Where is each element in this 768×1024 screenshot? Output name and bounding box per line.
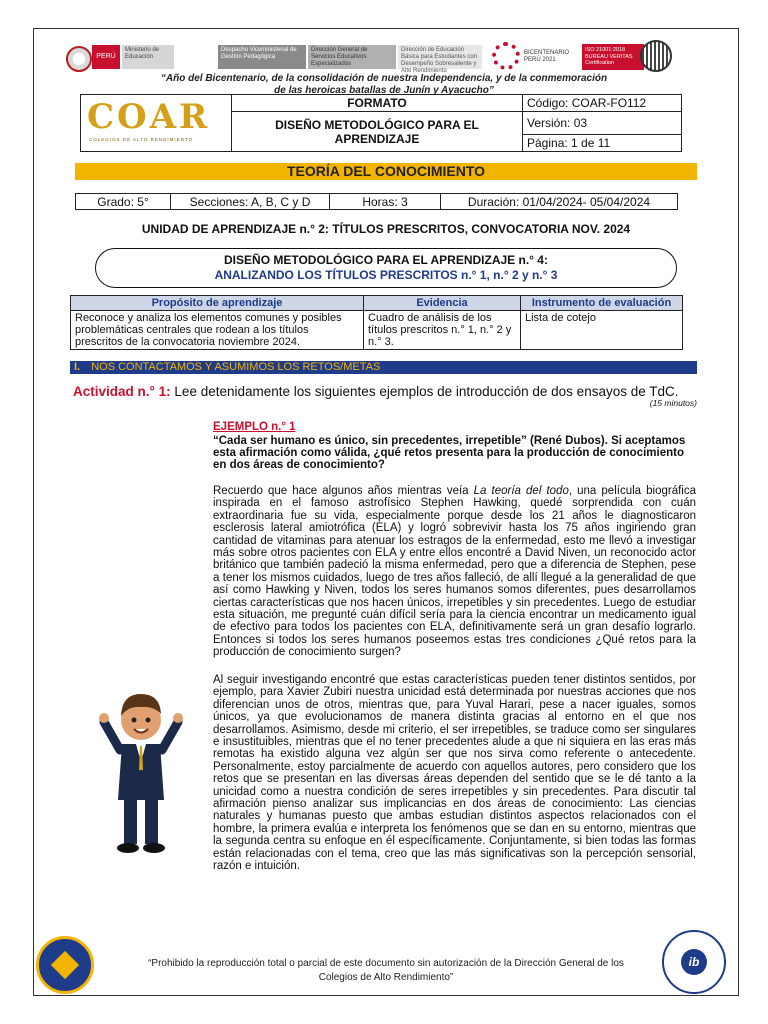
course-title: TEORÍA DEL CONOCIMIENTO xyxy=(75,163,697,180)
activity-text: Lee detenidamente los siguientes ejemplos de introducción de dos ensayos de TdC. xyxy=(170,384,679,399)
peru-label: PERÚ xyxy=(92,45,120,69)
example-quote: “Cada ser humano es único, sin precedentes, irrepetible” (René Dubos). Si aceptamos esta afirmación como válida, ¿qué retos presenta para la producción de conocimiento en dos áreas de conocimiento? xyxy=(213,435,686,471)
example-title: EJEMPLO n.° 1 xyxy=(213,421,296,433)
vice-ministry-label: Despacho Viceministerial de Gestión Pedagógica xyxy=(218,45,306,69)
activity-instruction xyxy=(73,384,697,399)
footer-line-2: Colegios de Alto Rendimiento” xyxy=(318,972,454,983)
activity-time: (15 minutos) xyxy=(649,398,697,408)
paragraph-1-start: Recuerdo que hace algunos años mientras veía xyxy=(213,485,474,497)
hours-cell: Horas: 3 xyxy=(330,194,441,210)
design-box xyxy=(95,248,677,288)
grade-info-table xyxy=(75,193,678,210)
bicentenary-label: BICENTENARIO PERÚ 2021 xyxy=(524,50,570,63)
purpose-table xyxy=(70,295,683,350)
design-label: DISEÑO METODOLÓGICO PARA EL APRENDIZAJE xyxy=(232,112,523,152)
coar-logo-subtitle: COLEGIOS DE ALTO RENDIMIENTO xyxy=(89,137,194,142)
coar-logo xyxy=(81,95,232,152)
grade-cell: Grado: 5° xyxy=(76,194,171,210)
ib-world-school-seal-icon xyxy=(662,930,726,994)
header-logo-strip xyxy=(60,42,700,72)
certification-seal-icon xyxy=(640,40,672,72)
section-number: I. xyxy=(74,361,81,373)
direction-education-label: Dirección de Educación Básica para Estudiantes con Desempeño Sobresaliente y Alto Rendimiento xyxy=(398,45,482,69)
page-number-label: Página: 1 de 11 xyxy=(523,135,682,152)
section-band xyxy=(70,361,697,374)
sections-cell: Secciones: A, B, C y D xyxy=(171,194,330,210)
coar-seal-icon xyxy=(36,936,94,994)
instrument-header: Instrumento de evaluación xyxy=(521,296,683,311)
section-title: NOS CONTACTAMOS Y ASUMIMOS LOS RETOS/METAS xyxy=(91,361,381,373)
motto-line-2: de las heroicas batallas de Junín y Ayacucho” xyxy=(274,85,494,96)
cartoon-student-illustration xyxy=(98,680,184,860)
unit-title: UNIDAD DE APRENDIZAJE n.° 2: TÍTULOS PRESCRITOS, CONVOCATORIA NOV. 2024 xyxy=(141,222,631,236)
bicentenary-logo-icon xyxy=(492,42,520,70)
peru-coat-of-arms-icon xyxy=(66,46,92,72)
film-title: La teoría del todo xyxy=(473,485,569,497)
purpose-header: Propósito de aprendizaje xyxy=(71,296,364,311)
ministry-label: Ministerio de Educación xyxy=(122,45,174,69)
example-paragraph-1 xyxy=(213,485,696,659)
design-box-line-2: ANALIZANDO LOS TÍTULOS PRESCRITOS n.° 1, n.° 2 y n.° 3 xyxy=(214,268,558,282)
version-label: Versión: 03 xyxy=(523,112,682,135)
code-label: Código: COAR-FO112 xyxy=(523,95,682,112)
purpose-cell: Reconoce y analiza los elementos comunes y posibles problemáticas centrales que rodean a los títulos prescritos de la convocatoria noviembre 2024. xyxy=(71,311,364,350)
bureau-veritas-logo: ISO 21001:2018 BUREAU VERITAS Certification xyxy=(582,44,644,70)
footer-line-1: “Prohibido la reproducción total o parcial de este documento sin autorización de la Dirección General de los xyxy=(148,958,624,969)
footer-notice xyxy=(120,957,652,985)
design-box-line-1: DISEÑO METODOLÓGICO PARA EL APRENDIZAJE n.° 4: xyxy=(224,253,548,267)
evidence-header: Evidencia xyxy=(364,296,521,311)
activity-label: Actividad n.° 1: xyxy=(73,384,171,399)
paragraph-1-rest: , una película biográfica inspirada en el famoso astrofísico Stephen Hawking, quedé sorprendida con cuán extraordinaria fue su vida, especialmente porque desde los 21 años le diagnosticaron esclerosis lateral amiotrófica (ELA) y logró sobrevivir hasta los 75 años ingiriendo gran cantidad de vitaminas para atenuar los estragos de la enfermedad, esto me llevó a investigar más sobre otros pacientes con ELA y entre ellos encontré a David Niven, un reconocido actor británico que también padeció la misma enfermedad, pero que a diferencia de Stephen, pese a tener los mismos cuidados, luego de tres años falleció, de allí llegué a la generalidad de que así como Hawking y Niven, todos los seres humanos somos diferentes, pues desarrollamos ciertas características que nos hacen únicos, irrepetibles y sin precedentes. Luego de estudiar esta situación, me pregunté cuán difícil sería para la ciencia encontrar un medicamento igual de efectivo para todos los pacientes con ELA, definitivamente será un gran desafío lograrlo. Entonces si todos los seres humanos poseemos estas tres condiciones ¿Qué retos para la producción de conocimiento surgen? xyxy=(213,485,697,659)
evidence-cell: Cuadro de análisis de los títulos prescritos n.° 1, n.° 2 y n.° 3. xyxy=(364,311,521,350)
format-header-table xyxy=(80,94,682,152)
duration-cell: Duración: 01/04/2024- 05/04/2024 xyxy=(441,194,678,210)
motto-line-1: “Año del Bicentenario, de la consolidación de nuestra Independencia, y de la conmemoración xyxy=(160,73,608,84)
ib-logo-icon: ib xyxy=(681,949,707,975)
example-paragraph-2: Al seguir investigando encontré que estas características pueden tener distintos sentidos, por ejemplo, para Xavier Zubiri nuestra unicidad está determinada por nuestras acciones que nos diferencian unos de otros, mientras que, para Yuval Harari, pese a nacer iguales, somos únicos, ya que evolucionamos de manera distinta gracias al entorno en el que nos desarrollamos. Asimismo, desde mi criterio, el ser irrepetibles, se traduce como ser singulares e insustituibles, mientras que el no tener precedentes alude a que ni siquiera en las eras más remotas ha existido alguna vez algún ser que nos sirva como referente o antecedente. Personalmente, estoy parcialmente de acuerdo con aquellos autores, pero considero que los retos que se presentan en las diversas áreas dependen del sentido que se le dé tanto a la unicidad como a nuestra condición de seres irrepetibles y sin precedentes. Para discutir tal afirmación pienso analizar sus implicancias en dos áreas de conocimiento: Las ciencias naturales y humanas puesto que ambas estudian distintos aspectos relacionados con el hombre, la primera evalúa e interpreta los fenómenos que se dan en su entorno, mientras que la segunda centra su enfoque en él específicamente. Conjuntamente, si bien todas las formas están relacionadas con el tema, creo que las más significativas son la percepción sensorial, razón e intuición. xyxy=(213,674,696,873)
direction-general-label: Dirección General de Servicios Educativos Especializados xyxy=(308,45,396,69)
format-label: FORMATO xyxy=(232,95,523,112)
coar-logo-word: COAR xyxy=(87,97,211,137)
instrument-cell: Lista de cotejo xyxy=(521,311,683,350)
